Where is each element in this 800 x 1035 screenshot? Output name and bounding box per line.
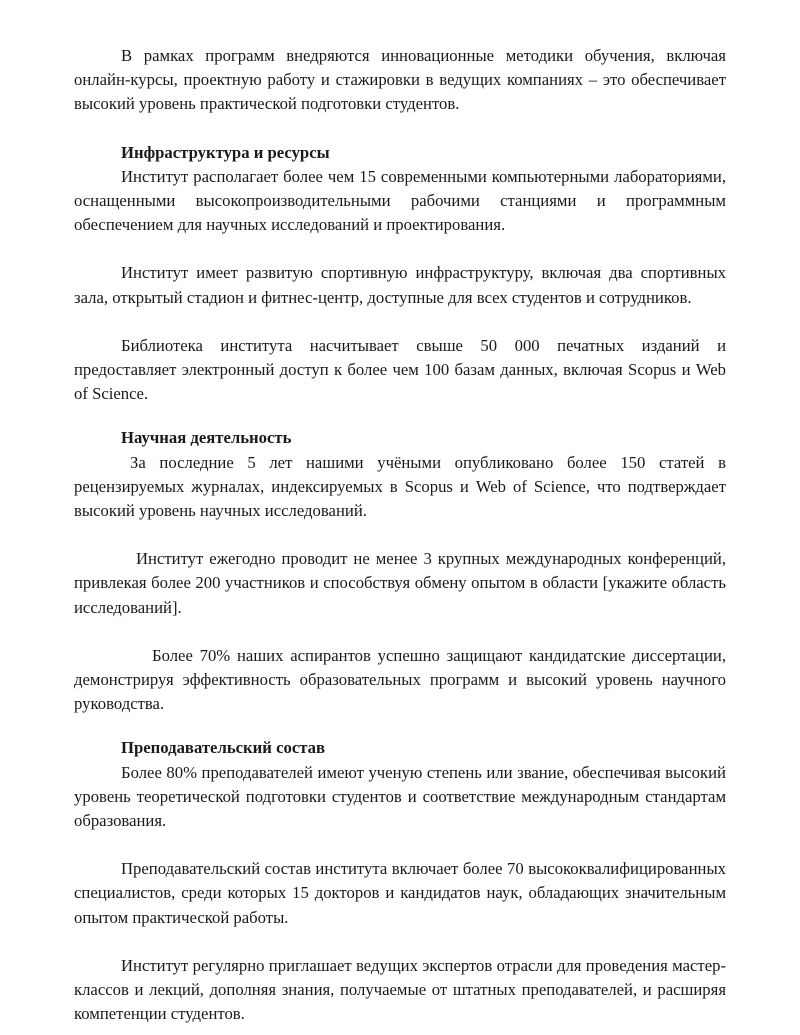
section-heading-research: Научная деятельность	[121, 428, 292, 448]
paragraph-graduate-students: Более 70% наших аспирантов успешно защищают кандидатские диссертации, демонстрируя эффективность образовательных программ и высокий уровень научного руководства.	[74, 645, 726, 714]
paragraph-intro: В рамках программ внедряются инновационные методики обучения, включая онлайн-курсы, проектную работу и стажировки в ведущих компаниях – это обеспечивает высокий уровень практической подготовки студентов.	[74, 46, 726, 114]
section-heading-faculty: Преподавательский состав	[121, 738, 325, 758]
paragraph-conferences: Институт ежегодно проводит не менее 3 крупных международных конференций, привлекая более 200 участников и способствуя обмену опытом в области [укажите область исследований].	[74, 549, 726, 617]
section-heading-infrastructure: Инфраструктура и ресурсы	[121, 142, 330, 162]
paragraph-faculty-staff: Преподавательский состав института включает более 70 высококвалифицированных специалистов, среди которых 15 докторов и кандидатов наук, обладающих значительным опытом практической работы.	[74, 859, 726, 927]
document-page	[74, 44, 726, 1027]
paragraph-faculty-degrees: Более 80% преподавателей имеют ученую степень или звание, обеспечивая высокий уровень теоретической подготовки студентов и соответствие международным стандартам образования.	[74, 762, 726, 831]
paragraph-sports-infrastructure: Институт имеет развитую спортивную инфраструктуру, включая два спортивных зала, открытый стадион и фитнес-центр, доступные для всех студентов и сотрудников.	[74, 263, 726, 307]
paragraph-computer-labs: Институт располагает более чем 15 современными компьютерными лабораториями, оснащенными высокопроизводительными рабочими станциями и программным обеспечением для научных исследований и проектирования.	[74, 166, 726, 235]
paragraph-library: Библиотека института насчитывает свыше 50 000 печатных изданий и предоставляет электронный доступ к более чем 100 базам данных, включая Scopus и Web of Science.	[74, 335, 726, 404]
paragraph-publications: За последние 5 лет нашими учёными опубликовано более 150 статей в рецензируемых журналах, индексируемых в Scopus и Web of Science, что подтверждает высокий уровень научных исследований.	[74, 452, 726, 521]
paragraph-guest-experts: Институт регулярно приглашает ведущих экспертов отрасли для проведения мастер-классов и лекций, дополняя знания, получаемые от штатных преподавателей, и расширяя компетенции студентов.	[74, 955, 726, 1024]
